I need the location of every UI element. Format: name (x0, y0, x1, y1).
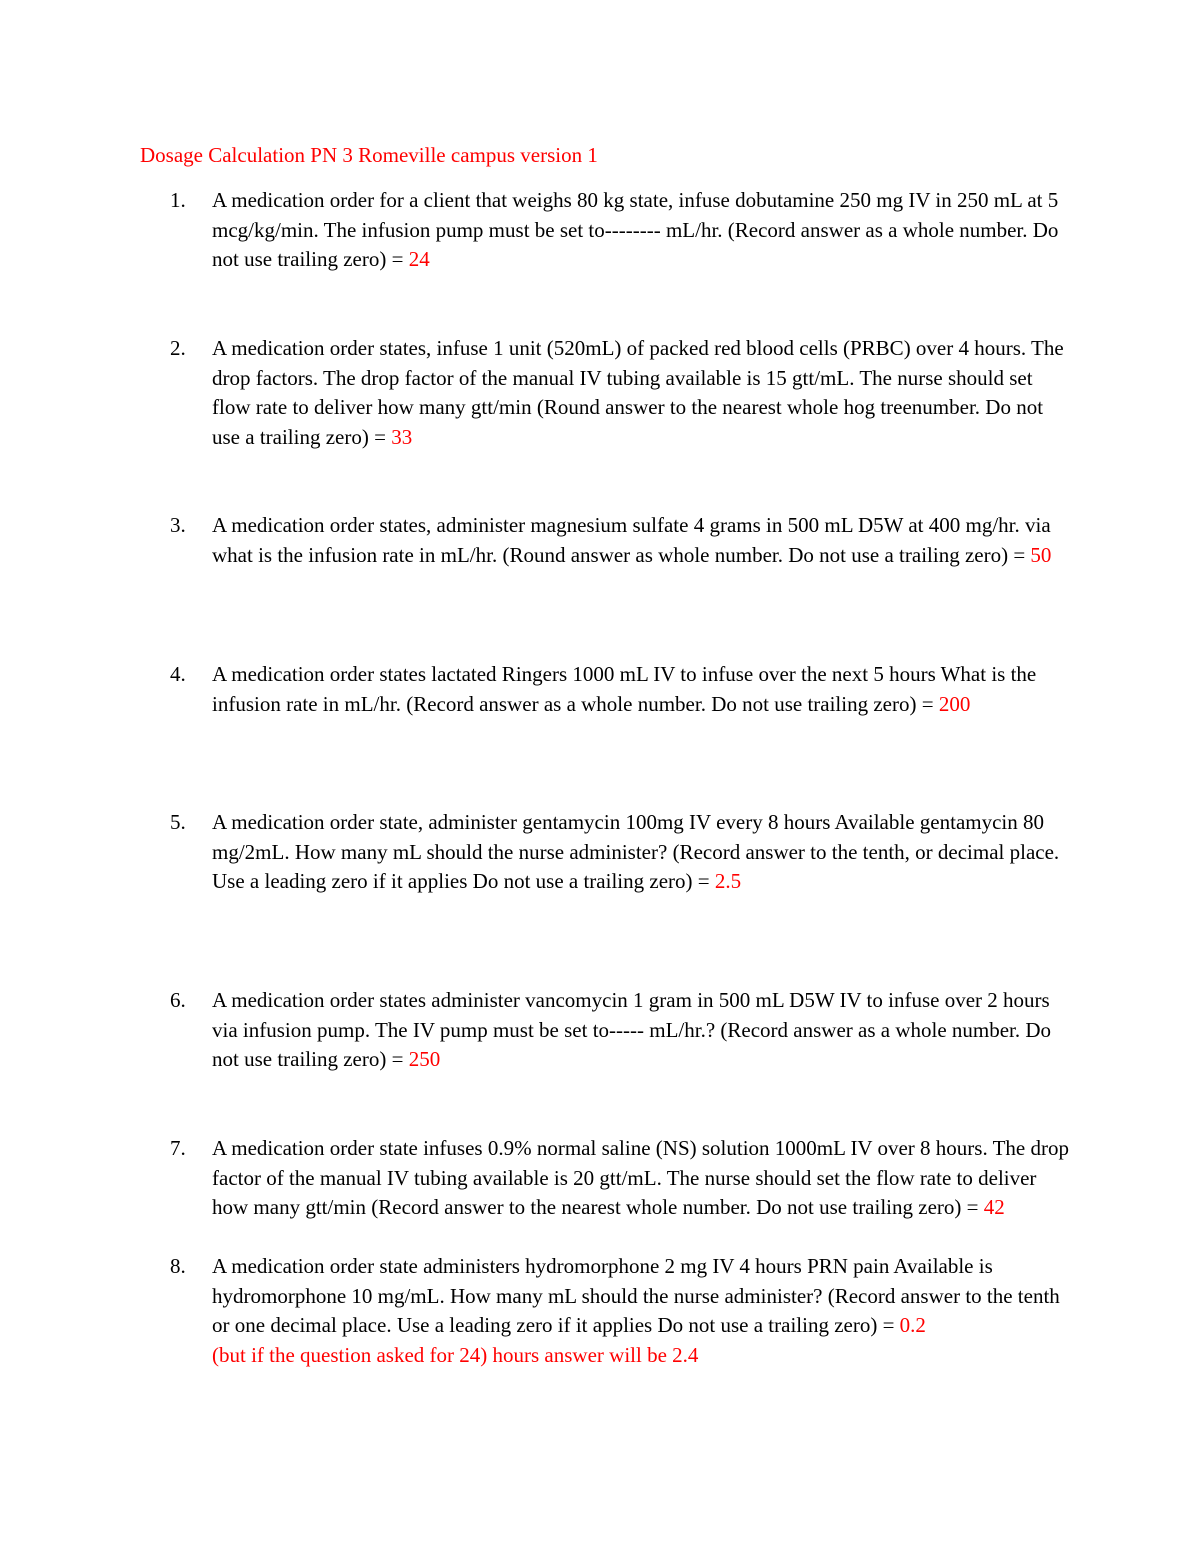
question-answer: 0.2 (899, 1313, 926, 1337)
question-answer: 42 (983, 1195, 1005, 1219)
question-number: 4. (170, 662, 186, 686)
question-number: 3. (170, 513, 186, 537)
question-text: A medication order states lactated Ringers 1000 mL IV to infuse over the next 5 hours What is the infusion rate in mL/hr. (Record answer as a whole number. Do not use trailing zero) = (212, 662, 1037, 716)
question-answer: 200 (938, 691, 971, 716)
question-2 (170, 334, 1070, 452)
question-8 (170, 1252, 1070, 1370)
question-body (212, 186, 1070, 275)
question-text: A medication order for a client that weighs 80 kg state, infuse dobutamine 250 mg IV in 250 mL at 5 mcg/kg/min. The infusion pump must be set to-------- mL/hr. (Record answer as a whole number. Do not use trailing zero) = (212, 188, 1059, 271)
question-body (212, 1134, 1070, 1223)
question-number: 6. (170, 988, 186, 1012)
question-answer: 33 (391, 424, 413, 449)
question-answer: 50 (1030, 542, 1052, 567)
question-6 (170, 986, 1070, 1075)
question-number: 7. (170, 1136, 186, 1160)
question-body (212, 808, 1070, 897)
question-body (212, 511, 1070, 570)
question-5 (170, 808, 1070, 897)
question-text: A medication order state, administer gentamycin 100mg IV every 8 hours Available gentamycin 80 mg/2mL. How many mL should the nurse administer? (Record answer to the tenth, or decimal place. Use a leading zero if it applies Do not use a trailing zero) = (212, 810, 1060, 893)
question-text: A medication order state administers hydromorphone 2 mg IV 4 hours PRN pain Available is hydromorphone 10 mg/mL. How many mL should the nurse administer? (Record answer to the tenth or one decimal place. Use a leading zero if it applies Do not use a trailing zero) = (212, 1254, 1060, 1337)
question-text: A medication order state infuses 0.9% normal saline (NS) solution 1000mL IV over 8 hours. The drop factor of the manual IV tubing available is 20 gtt/mL. The nurse should set the flow rate to deliver how many gtt/min (Record answer to the nearest whole number. Do not use trailing zero) = (212, 1136, 1069, 1219)
question-answer: 2.5 (714, 869, 742, 893)
document-title: Dosage Calculation PN 3 Romeville campus version 1 (140, 143, 598, 167)
question-text: A medication order states administer vancomycin 1 gram in 500 mL D5W IV to infuse over 2 hours via infusion pump. The IV pump must be set to----- mL/hr.? (Record answer as a whole number. Do not use trailing zero) = (212, 988, 1052, 1071)
question-body (212, 986, 1070, 1075)
question-number: 2. (170, 336, 186, 360)
question-number: 5. (170, 810, 186, 834)
question-3 (170, 511, 1070, 570)
question-1 (170, 186, 1070, 275)
question-body (212, 1252, 1070, 1370)
question-text: A medication order states, infuse 1 unit (520mL) of packed red blood cells (PRBC) over 4 hours. The drop factors. The drop factor of the manual IV tubing available is 15 gtt/mL. The nurse should set flow rate to deliver how many gtt/min (Round answer to the nearest whole hog treenumber. Do not use a trailing zero) = (212, 336, 1064, 449)
question-text: A medication order states, administer magnesium sulfate 4 grams in 500 mL D5W at 400 mg/hr. via what is the infusion rate in mL/hr. (Round answer as whole number. Do not use a trailing zero) = (212, 513, 1051, 567)
question-body (212, 660, 1070, 719)
question-body (212, 334, 1070, 452)
question-number: 1. (170, 188, 186, 212)
question-note: (but if the question asked for 24) hours answer will be 2.4 (212, 1342, 699, 1367)
question-answer: 250 (408, 1047, 441, 1071)
question-4 (170, 660, 1070, 719)
question-answer: 24 (408, 247, 430, 271)
question-number: 8. (170, 1254, 186, 1278)
question-7 (170, 1134, 1070, 1223)
